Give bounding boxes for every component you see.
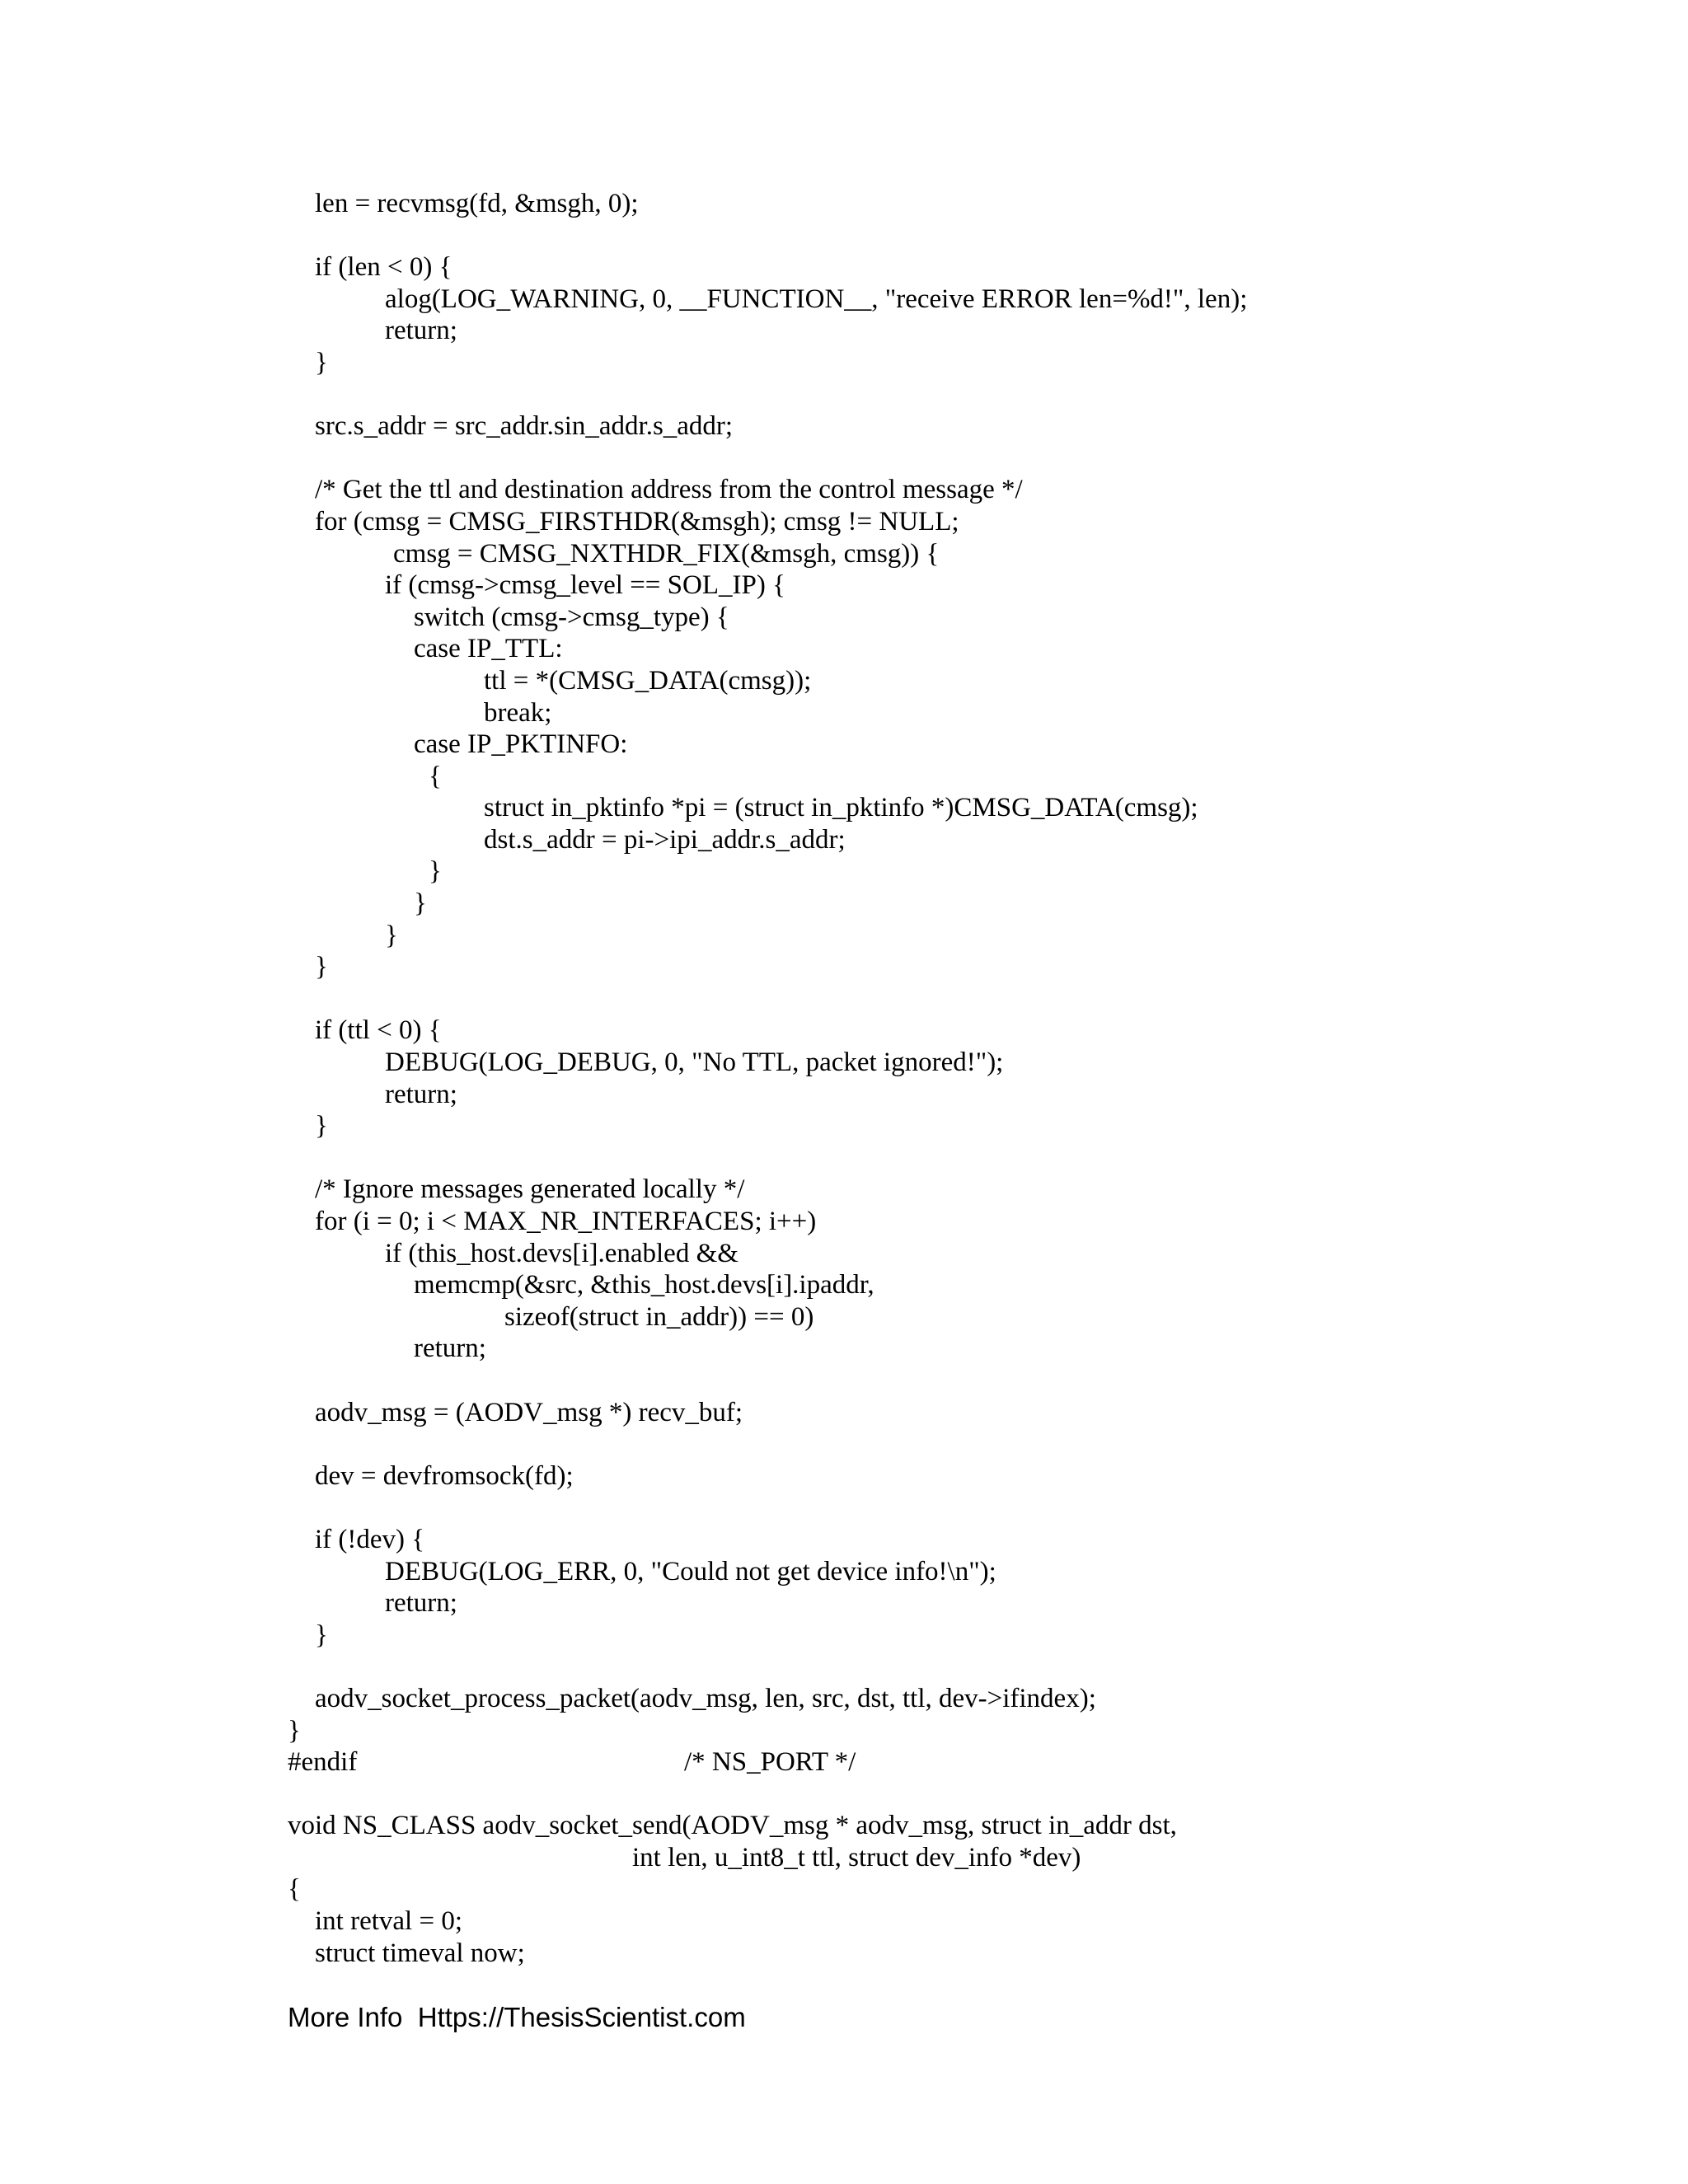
code-text: for (cmsg = CMSG_FIRSTHDR(&msgh); cmsg != NULL; (315, 506, 959, 537)
code-text: } (288, 1715, 301, 1746)
code-line (0, 1174, 1688, 1206)
code-line (0, 1238, 1688, 1270)
code-line (0, 1810, 1688, 1842)
code-text: for (i = 0; i < MAX_NR_INTERFACES; i++) (315, 1207, 817, 1236)
code-text: { (429, 761, 442, 791)
code-text: cmsg = CMSG_NXTHDR_FIX(&msgh, cmsg)) { (393, 538, 940, 569)
code-text: } (414, 888, 427, 919)
code-text: } (315, 347, 328, 377)
code-line (0, 665, 1688, 697)
code-line (0, 1683, 1688, 1715)
code-line (0, 1587, 1688, 1619)
footer-link-text: More Info Https://ThesisScientist.com (288, 2002, 746, 2032)
code-line (0, 920, 1688, 952)
code-line (0, 538, 1688, 570)
code-line (0, 1938, 1688, 1970)
code-line (0, 1206, 1688, 1238)
code-line (0, 983, 1688, 1015)
code-line (0, 824, 1688, 856)
code-line (0, 315, 1688, 347)
code-line (0, 761, 1688, 793)
code-text: if (ttl < 0) { (315, 1015, 442, 1046)
code-text: #endif (288, 1747, 358, 1778)
code-line (0, 1333, 1688, 1365)
code-line (0, 1556, 1688, 1588)
code-text: /* Get the ttl and destination address from the control message */ (315, 475, 1023, 505)
code-text: dst.s_addr = pi->ipi_addr.s_addr; (484, 824, 846, 855)
code-text: } (315, 952, 328, 982)
code-line (0, 855, 1688, 888)
code-line (0, 1651, 1688, 1683)
code-line (0, 188, 1688, 220)
code-line (0, 410, 1688, 443)
code-line (0, 602, 1688, 634)
code-line (0, 379, 1688, 411)
code-line (0, 697, 1688, 729)
code-text: sizeof(struct in_addr)) == 0) (504, 1301, 814, 1332)
code-line (0, 1779, 1688, 1811)
code-line (0, 1301, 1688, 1333)
code-text: if (len < 0) { (315, 252, 452, 283)
code-line (0, 1842, 1688, 1874)
code-text: case IP_PKTINFO: (414, 729, 628, 760)
code-text: /* Ignore messages generated locally */ (315, 1174, 745, 1205)
code-text: return; (385, 1588, 457, 1619)
code-line (0, 729, 1688, 761)
code-text: aodv_socket_process_packet(aodv_msg, len, src, dst, ttl, dev->ifindex); (315, 1683, 1096, 1713)
code-text: return; (385, 1079, 457, 1109)
code-line (0, 1492, 1688, 1524)
code-line (0, 347, 1688, 379)
code-text: } (429, 856, 442, 887)
code-listing (0, 188, 1688, 1969)
code-line (0, 1428, 1688, 1460)
code-text: case IP_TTL: (414, 634, 563, 664)
code-line (0, 1619, 1688, 1652)
code-text: void NS_CLASS aodv_socket_send(AODV_msg * aodv_msg, struct in_addr dst, (288, 1811, 1177, 1841)
code-line (0, 888, 1688, 920)
code-text: if (!dev) { (315, 1524, 425, 1554)
code-line (0, 1905, 1688, 1938)
code-line (0, 284, 1688, 316)
code-line (0, 1460, 1688, 1493)
code-line (0, 443, 1688, 475)
code-line (0, 1873, 1688, 1905)
code-text: len = recvmsg(fd, &msgh, 0); (315, 189, 639, 218)
code-text: if (cmsg->cmsg_level == SOL_IP) { (385, 570, 785, 601)
code-text: struct timeval now; (315, 1938, 525, 1968)
code-text: if (this_host.devs[i].enabled && (385, 1238, 738, 1268)
code-text: } (315, 1111, 328, 1141)
code-text: int retval = 0; (315, 1906, 462, 1937)
code-line (0, 1079, 1688, 1111)
code-line (0, 1524, 1688, 1556)
code-line (0, 569, 1688, 602)
code-line (0, 1015, 1688, 1047)
code-line (0, 1142, 1688, 1174)
code-line (0, 792, 1688, 824)
code-text: DEBUG(LOG_DEBUG, 0, "No TTL, packet ignored!"); (385, 1047, 1004, 1078)
code-text: { (288, 1874, 301, 1905)
code-line (0, 1047, 1688, 1079)
code-text: ttl = *(CMSG_DATA(cmsg)); (484, 665, 812, 696)
code-line (0, 506, 1688, 538)
code-text: memcmp(&src, &this_host.devs[i].ipaddr, (414, 1270, 874, 1301)
code-line (0, 251, 1688, 284)
code-text: return; (414, 1333, 486, 1364)
code-line (0, 220, 1688, 252)
code-line (0, 1269, 1688, 1301)
code-line (0, 633, 1688, 665)
code-text: switch (cmsg->cmsg_type) { (414, 602, 729, 632)
code-text: return; (385, 316, 457, 346)
code-text: aodv_msg = (AODV_msg *) recv_buf; (315, 1397, 743, 1427)
code-line (0, 1746, 1688, 1779)
code-text: int len, u_int8_t ttl, struct dev_info *dev) (632, 1842, 1081, 1872)
code-text: struct in_pktinfo *pi = (struct in_pktinfo *)CMSG_DATA(cmsg); (484, 793, 1198, 823)
code-text: } (385, 920, 398, 950)
code-text: dev = devfromsock(fd); (315, 1460, 574, 1491)
endif-comment: /* NS_PORT */ (684, 1747, 856, 1778)
code-text: DEBUG(LOG_ERR, 0, "Could not get device info!\n"); (385, 1556, 996, 1586)
code-line (0, 1397, 1688, 1429)
code-line (0, 951, 1688, 983)
code-line (0, 474, 1688, 506)
code-text: break; (484, 697, 552, 728)
code-line (0, 1110, 1688, 1142)
code-line (0, 1365, 1688, 1397)
code-text: } (315, 1619, 328, 1650)
code-text: alog(LOG_WARNING, 0, __FUNCTION__, "receive ERROR len=%d!", len); (385, 284, 1248, 314)
code-text: src.s_addr = src_addr.sin_addr.s_addr; (315, 411, 734, 442)
code-line (0, 1715, 1688, 1747)
